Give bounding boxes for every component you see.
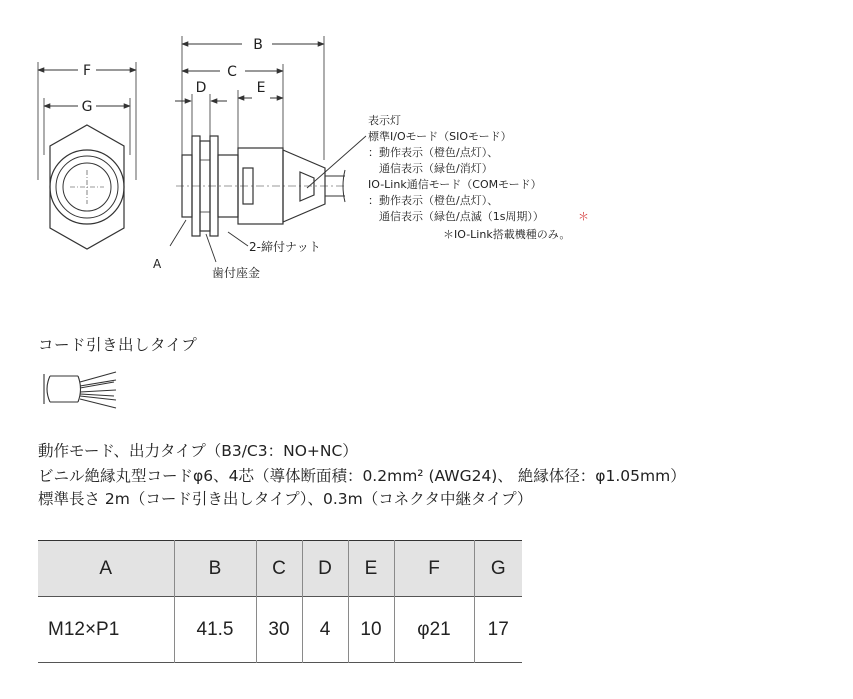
table-cell: 30 (256, 597, 302, 663)
indicator-annotation (368, 113, 589, 241)
table-row (38, 597, 522, 663)
cable-with-wires-icon (36, 366, 126, 416)
table-header: D (302, 541, 348, 597)
label-nut: 2-締付ナット (249, 240, 321, 254)
table-header: B (174, 541, 256, 597)
label-washer: 歯付座金 (212, 266, 261, 280)
dim-F-label: F (82, 63, 92, 79)
indicator-line-1: 標準I/Oモード（SIOモード） (368, 130, 512, 143)
dim-C-label: C (227, 64, 237, 80)
table-cell: 17 (474, 597, 522, 663)
dim-G-label: G (81, 99, 93, 115)
label-A: A (153, 257, 162, 271)
spec-line-3: 標準長さ 2m（コード引き出しタイプ）、0.3m（コネクタ中継タイプ） (38, 490, 533, 508)
table-header: G (474, 541, 522, 597)
indicator-note: ＊IO-Link搭載機種のみ。 (443, 228, 571, 241)
table-cell: 4 (302, 597, 348, 663)
table-cell: 10 (348, 597, 394, 663)
spec-line-2: ビニル絶縁丸型コードφ6、4芯（導体断面積：0.2mm² (AWG24)、 絶縁体径：φ1.05mm） (38, 467, 686, 485)
front-view (38, 62, 136, 249)
table-header: E (348, 541, 394, 597)
indicator-line-5: ：動作表示（橙色/点灯）、 (368, 194, 499, 207)
indicator-line-4: IO-Link通信モード（COMモード） (368, 178, 542, 191)
table-cell: φ21 (394, 597, 474, 663)
indicator-title: 表示灯 (368, 114, 401, 127)
dim-E-label: E (256, 80, 266, 96)
indicator-line-2: ：動作表示（橙色/点灯）、 (368, 146, 499, 159)
indicator-asterisk: ＊ (578, 210, 589, 223)
dimension-table (38, 540, 522, 663)
indicator-line-3: 通信表示（緑色/消灯） (368, 162, 493, 175)
table-cell: 41.5 (174, 597, 256, 663)
table-header: C (256, 541, 302, 597)
table-header: A (99, 557, 113, 579)
dim-B-label: B (253, 37, 263, 53)
table-header-row (38, 541, 522, 597)
table-cell: M12×P1 (48, 618, 120, 640)
sensor-dimension-drawing (0, 0, 853, 320)
dim-D-label: D (195, 80, 207, 96)
table-header: F (394, 541, 474, 597)
side-view (176, 36, 345, 236)
spec-line-1: 動作モード、出力タイプ（B3/C3：NO+NC） (38, 442, 358, 460)
section-title: コード引き出しタイプ (38, 336, 198, 354)
indicator-line-6: 通信表示（緑色/点滅（1s周期）） (368, 210, 544, 223)
